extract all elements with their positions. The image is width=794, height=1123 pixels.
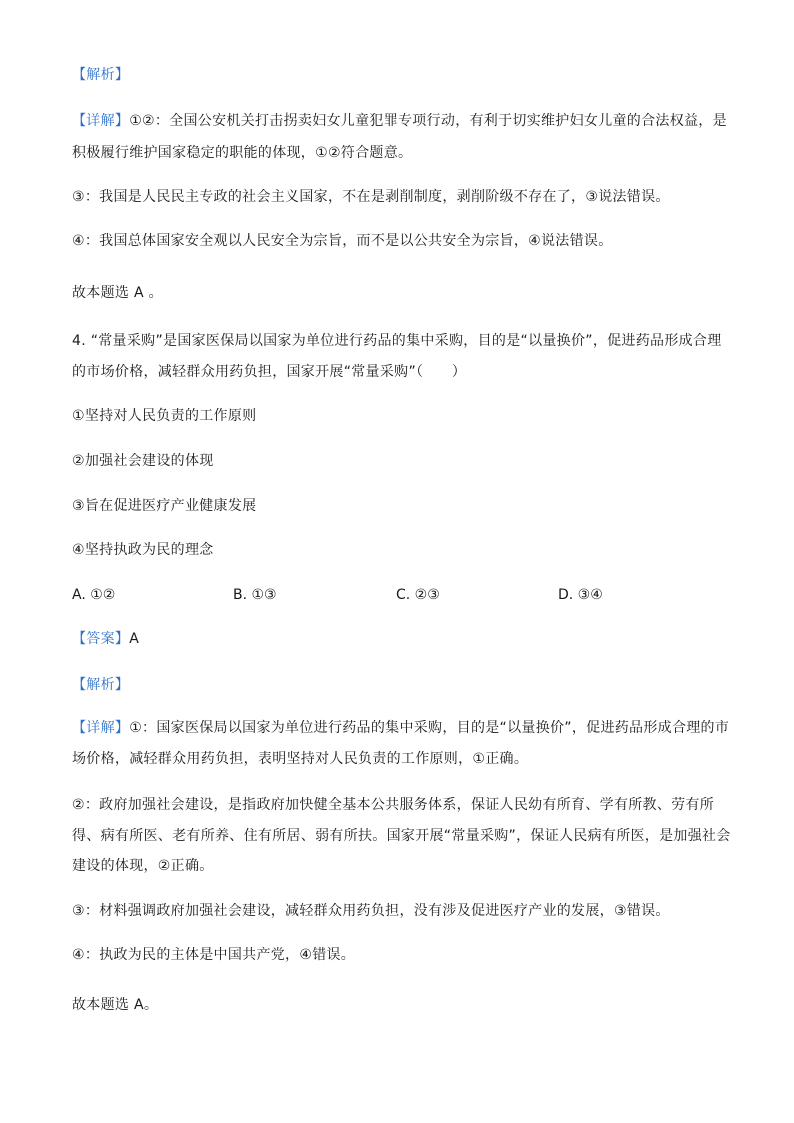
option-3: ③旨在促进医疗产业健康发展	[72, 498, 257, 514]
detail-2-cont-2: 建设的体现，②正确。	[72, 858, 214, 874]
detail-1-text: ①：国家医保局以国家为单位进行药品的集中采购，目的是“以量换价”，促进药品形成合理的市	[129, 720, 730, 736]
detail-paragraph	[72, 111, 727, 131]
detail-text: ①②：全国公安机关打击拐卖妇女儿童犯罪专项行动，有利于切实维护妇女儿童的合法权益，是	[129, 113, 727, 129]
detail-label-2: 【详解】	[72, 720, 130, 736]
choice-a: A. ①②	[72, 587, 116, 603]
option-4: ④坚持执政为民的理念	[72, 542, 214, 558]
detail-2-cont: 得、病有所医、老有所养、住有所居、弱有所扶。国家开展“常量采购”，保证人民病有所医，是加强社会	[72, 828, 731, 844]
conclusion: 故本题选 A 。	[72, 285, 163, 301]
detail-1	[72, 718, 729, 738]
option-2: ②加强社会建设的体现	[72, 453, 214, 469]
item-3-explanation: ③：我国是人民民主专政的社会主义国家，不在是剥削制度，剥削阶级不存在了，③说法错误。	[72, 189, 670, 205]
choice-c: C. ②③	[396, 587, 440, 603]
analysis-heading-2: 【解析】	[72, 677, 130, 693]
question-stem: 4. “常量采购”是国家医保局以国家为单位进行药品的集中采购，目的是“以量换价”，促进药品形成合理	[72, 333, 722, 349]
conclusion-2: 故本题选 A。	[72, 997, 159, 1013]
choice-b: B. ①③	[233, 587, 277, 603]
detail-label: 【详解】	[72, 113, 130, 129]
detail-2: ②：政府加强社会建设，是指政府加快健全基本公共服务体系，保证人民幼有所育、学有所教、劳有所	[72, 797, 715, 813]
answer-label: 【答案】	[72, 631, 130, 647]
answer-value: A	[129, 631, 140, 647]
detail-3: ③：材料强调政府加强社会建设，减轻群众用药负担，没有涉及促进医疗产业的发展，③错误。	[72, 903, 670, 919]
detail-4: ④：执政为民的主体是中国共产党，④错误。	[72, 947, 356, 963]
answer-line	[72, 629, 139, 649]
item-4-explanation: ④：我国总体国家安全观以人民安全为宗旨，而不是以公共安全为宗旨，④说法错误。	[72, 233, 613, 249]
option-1: ①坚持对人民负责的工作原则	[72, 408, 257, 424]
choice-d: D. ③④	[558, 587, 603, 603]
question-stem-cont: 的市场价格，减轻群众用药负担，国家开展“常量采购”（ ）	[72, 364, 467, 380]
detail-1-cont: 场价格，减轻群众用药负担，表明坚持对人民负责的工作原则，①正确。	[72, 751, 529, 767]
detail-paragraph-cont: 积极履行维护国家稳定的职能的体现，①②符合题意。	[72, 145, 413, 161]
analysis-heading: 【解析】	[72, 67, 130, 83]
